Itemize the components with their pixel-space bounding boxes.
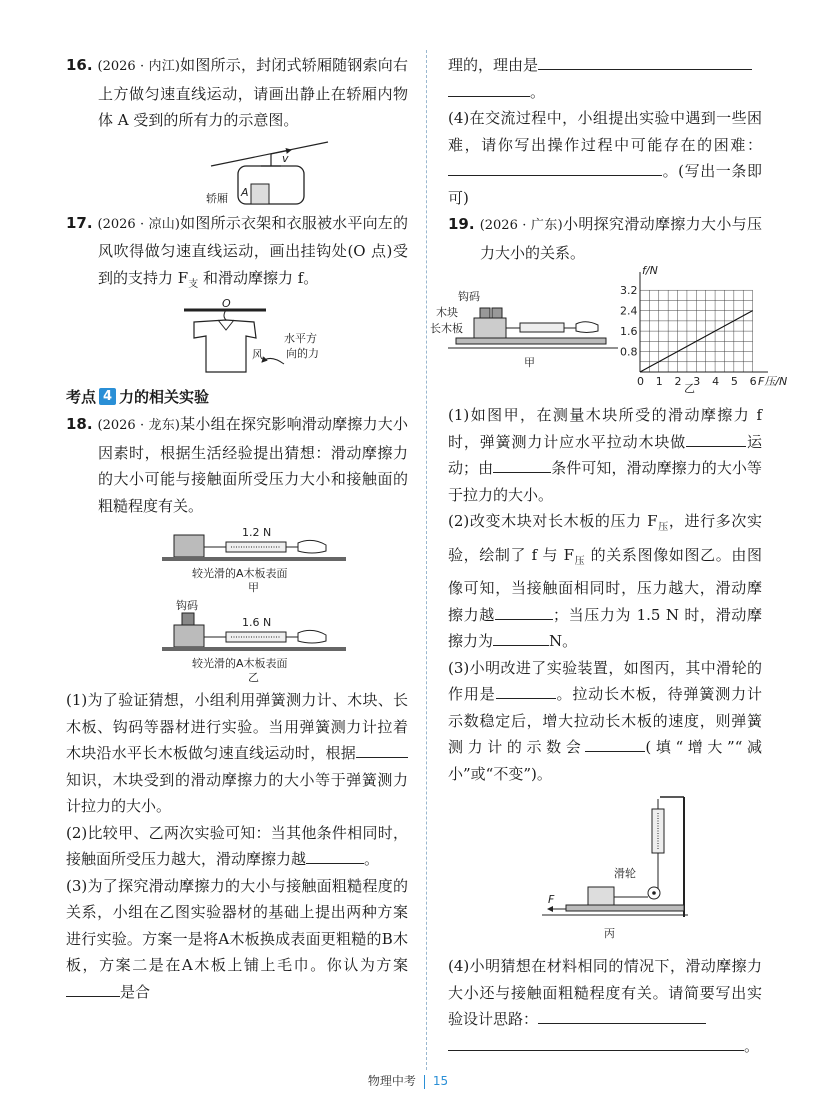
figure-18-yi xyxy=(66,597,408,683)
x-tick-label: 0 xyxy=(637,375,644,388)
meter-reading-yi: 1.6 N xyxy=(242,616,272,629)
part-text: 条件可知，滑动摩擦力的大小等于拉力的大小。 xyxy=(448,459,762,504)
velocity-label: v xyxy=(282,151,289,165)
section-prefix: 考点 xyxy=(66,388,97,406)
part-text: 是合 xyxy=(120,982,151,1001)
q19-part-2 xyxy=(448,508,762,655)
question-source: (2026 · 凉山) xyxy=(97,216,180,232)
subscript: 支 xyxy=(188,278,199,290)
question-19 xyxy=(422,211,762,266)
object-a-label: A xyxy=(241,185,249,199)
part-text: 的关系图像如图乙。由图像可知，当接触面相同时，压力越大，滑动摩擦力越 xyxy=(448,545,763,624)
figure-caption-yi: 乙 xyxy=(684,382,695,395)
part-text: (3)小明改进了实验装置，如图丙，其中滑轮的作用是 xyxy=(448,658,762,703)
part-text: (1)如图甲，在测量木块所受的滑动摩擦力 f 时，弹簧测力计应水平拉动木块做 xyxy=(448,406,762,451)
column-divider xyxy=(426,50,427,1070)
part-text: (2)比较甲、乙两次实验可知：当其他条件相同时，接触面所受压力越大，滑动摩擦力越 xyxy=(66,823,408,868)
x-tick-label: 6 xyxy=(749,375,757,388)
question-text: 某小组在探究影响滑动摩擦力大小因素时，根据生活经验提出猜想：滑动摩擦力的大小可能与接触面所受压力大小和接触面的粗糙程度有关。 xyxy=(98,415,408,515)
q18-part-3 xyxy=(66,873,408,1006)
part-text: 。 xyxy=(530,82,546,101)
figure-19-bing xyxy=(448,789,762,949)
answer-blank[interactable] xyxy=(448,1034,744,1051)
answer-blank[interactable] xyxy=(493,629,549,646)
q19-part-4 xyxy=(448,953,762,1059)
part-text: N。 xyxy=(549,632,578,650)
figure-caption-jia: 甲 xyxy=(248,581,259,594)
question-number: 16. xyxy=(66,56,93,74)
x-axis-label: F压/N xyxy=(758,375,788,388)
left-column xyxy=(66,52,408,1005)
figure-18-jia xyxy=(66,521,408,593)
car-label: 轿厢 xyxy=(206,191,228,205)
y-tick-label: 1.6 xyxy=(620,325,638,339)
section-heading xyxy=(66,386,408,407)
part-text: 运动；由 xyxy=(448,432,762,477)
meter-reading-jia: 1.2 N xyxy=(242,526,272,539)
page-footer xyxy=(0,1072,816,1089)
question-number: 18. xyxy=(66,415,93,433)
answer-blank[interactable] xyxy=(493,456,551,473)
part-text: 。 xyxy=(744,1036,760,1055)
y-tick-label: 3.2 xyxy=(620,284,638,298)
answer-blank[interactable] xyxy=(496,682,556,699)
q19-part-3 xyxy=(448,655,762,788)
q18-part-4 xyxy=(448,105,762,211)
force-label-1: 水平方 xyxy=(284,332,317,345)
part-text: 。拉动长木板，待弹簧测力计示数稳定后，增大拉动长木板的速度，则弹簧测力计的示数会 xyxy=(448,685,762,756)
footer-separator xyxy=(424,1075,425,1089)
part-text: 理的，理由是 xyxy=(448,56,539,74)
answer-blank[interactable] xyxy=(306,847,364,864)
question-text-end: 和滑动摩擦力 f。 xyxy=(198,268,319,287)
question-text: 如图所示衣架和衣服被水平向左的风吹得做匀速直线运动，画出挂钩处(O 点)受到的支持力 F xyxy=(98,213,408,287)
figure-elevator-car xyxy=(66,136,408,206)
surface-label-jia: 较光滑的A木板表面 xyxy=(192,567,288,580)
section-title: 力的相关实验 xyxy=(119,388,210,406)
answer-blank[interactable] xyxy=(538,53,752,70)
part-text: ，进行多次实验，绘制了 f 与 F xyxy=(448,512,762,564)
answer-blank[interactable] xyxy=(66,980,120,997)
question-source: (2026 · 龙东) xyxy=(97,418,180,433)
figure-caption-jia: 甲 xyxy=(524,356,535,369)
q18-part-3-continued xyxy=(448,52,762,105)
right-column xyxy=(430,52,788,1059)
answer-blank[interactable] xyxy=(495,603,553,620)
x-tick-label: 1 xyxy=(655,375,663,388)
answer-blank[interactable] xyxy=(585,735,645,752)
force-label-2: 向的力 xyxy=(286,347,319,360)
answer-blank[interactable] xyxy=(448,80,530,97)
part-text: (4)在交流过程中，小组提出实验中遇到一些困难，请你写出操作过程中可能存在的困难： xyxy=(448,109,762,154)
q19-part-1 xyxy=(448,402,762,508)
point-o-label: O xyxy=(222,297,231,310)
figure-hanger-shirt xyxy=(66,297,408,380)
figure-caption-yi: 乙 xyxy=(248,671,259,684)
part-text: 知识，木块受到的滑动摩擦力的大小等于弹簧测力计拉力的大小。 xyxy=(66,770,408,815)
page-number: 15 xyxy=(432,1074,449,1088)
answer-blank[interactable] xyxy=(538,1007,706,1024)
y-tick-label: 2.4 xyxy=(620,304,638,318)
weight-label: 钩码 xyxy=(458,290,480,303)
question-text: 如图所示，封闭式轿厢随钢索向右上方做匀速直线运动，请画出静止在轿厢内物体 A 受到的所有力的示意图。 xyxy=(98,56,408,129)
q18-part-1 xyxy=(66,687,408,820)
part-text: ；当压力为 1.5 N 时，滑动摩擦力为 xyxy=(448,605,762,650)
x-tick-label: 4 xyxy=(712,375,720,388)
x-tick-label: 5 xyxy=(730,375,738,388)
subscript: 压 xyxy=(657,522,669,533)
part-text: 。(写出一条即可) xyxy=(448,162,762,207)
y-axis-label: f/N xyxy=(642,264,658,277)
part-text: 。 xyxy=(364,850,380,868)
x-tick-label: 3 xyxy=(693,375,701,388)
y-tick-label: 0.8 xyxy=(620,345,638,359)
pulley-label: 滑轮 xyxy=(614,867,636,880)
part-text: (2)改变木块对长木板的压力 F xyxy=(448,512,658,530)
board-label: 长木板 xyxy=(430,322,463,335)
figure-caption-bing: 丙 xyxy=(604,927,615,940)
subscript: 压 xyxy=(573,555,586,567)
answer-blank[interactable] xyxy=(448,159,662,176)
f-vs-fpressure-chart xyxy=(620,264,787,388)
question-number: 17. xyxy=(66,213,93,232)
book-title: 物理中考 xyxy=(367,1074,416,1088)
surface-label-yi: 较光滑的A木板表面 xyxy=(192,657,288,670)
question-text: 小明探究滑动摩擦力大小与压力大小的关系。 xyxy=(480,215,762,262)
block-label: 木块 xyxy=(436,306,458,319)
part-text: (3)为了探究滑动摩擦力的大小与接触面粗糙程度的关系，小组在乙图实验器材的基础上提出两种方案进行实验。方案一是将A木板换成表面更粗糙的B木板，方案二是在A木板上铺上毛巾。你认为方案 xyxy=(66,876,408,974)
figure-19-jia-yi xyxy=(428,264,788,398)
wind-label: 风 xyxy=(252,348,263,361)
part-text: (填“增大”“减小”或“不变”)。 xyxy=(448,738,762,783)
question-17 xyxy=(66,210,408,299)
question-number: 19. xyxy=(448,215,475,233)
q18-part-2 xyxy=(66,820,408,873)
part-text: (1)为了验证猜想，小组利用弹簧测力计、木块、长木板、钩码等器材进行实验。当用弹簧测力计拉着木块沿水平长木板做匀速直线运动时，根据 xyxy=(66,691,408,762)
weight-label: 钩码 xyxy=(176,599,198,612)
x-tick-label: 2 xyxy=(674,375,682,388)
answer-blank[interactable] xyxy=(356,741,408,758)
part-text: (4)小明猜想在材料相同的情况下，滑动摩擦力大小还与接触面粗糙程度有关。请简要写出实验设计思路： xyxy=(448,957,762,1028)
answer-blank[interactable] xyxy=(686,430,746,447)
force-f-label: F xyxy=(548,893,555,906)
question-source: (2026 · 广东) xyxy=(479,218,563,233)
question-source: (2026 · 内江) xyxy=(97,59,180,74)
section-number-badge: 4 xyxy=(99,388,116,405)
question-16 xyxy=(66,52,408,134)
question-18 xyxy=(66,411,408,519)
